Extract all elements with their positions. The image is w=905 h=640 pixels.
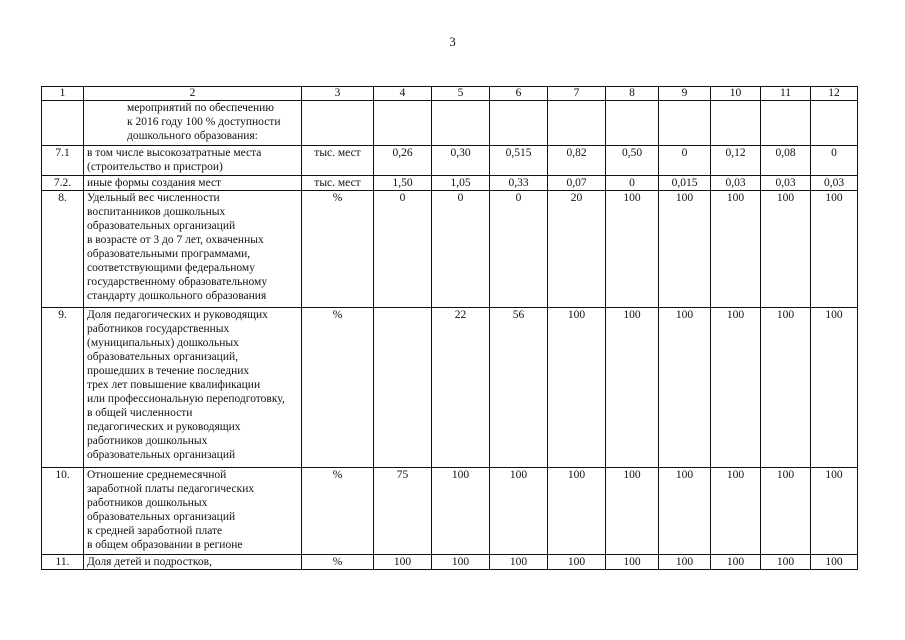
value-cell: 100 [811,191,858,308]
header-cell: 10 [711,87,761,101]
value-cell: 0 [374,191,432,308]
value-cell: 100 [432,468,490,555]
value-cell: 100 [811,468,858,555]
value-cell: 100 [606,555,659,570]
value-cell [811,101,858,146]
indicator-name-cell: Удельный вес численности воспитанников дошкольных образовательных организаций в возрасте от 3 до 7 лет, охваченных образовательными программами, соответствующими федеральному государственному образовательному стандарту дошкольного образования [84,191,302,308]
unit-cell: % [302,191,374,308]
value-cell [761,101,811,146]
value-cell: 0,515 [490,146,548,176]
value-cell: 0 [432,191,490,308]
unit-cell: тыс. мест [302,146,374,176]
value-cell: 0,03 [811,176,858,191]
value-cell: 0,33 [490,176,548,191]
value-cell: 22 [432,308,490,468]
header-cell: 1 [42,87,84,101]
page-number: 3 [449,34,456,49]
row-number-cell: 10. [42,468,84,555]
value-cell: 100 [659,191,711,308]
row-number-cell: 9. [42,308,84,468]
value-cell: 100 [811,555,858,570]
value-cell: 100 [761,191,811,308]
table-row [42,101,858,146]
value-cell: 100 [548,308,606,468]
value-cell [659,101,711,146]
value-cell: 0,07 [548,176,606,191]
row-number-cell: 7.2. [42,176,84,191]
table-row [42,146,858,176]
value-cell: 0 [659,146,711,176]
header-cell: 11 [761,87,811,101]
value-cell: 0,30 [432,146,490,176]
header-cell: 6 [490,87,548,101]
value-cell: 0,50 [606,146,659,176]
table-header-row [42,87,858,101]
table-row [42,308,858,468]
value-cell: 0,26 [374,146,432,176]
row-number-cell [42,101,84,146]
value-cell: 100 [761,555,811,570]
value-cell [606,101,659,146]
value-cell [711,101,761,146]
value-cell: 100 [490,468,548,555]
indicator-name-cell: Отношение среднемесячной заработной платы педагогических работников дошкольных образовательных организаций к средней заработной плате в общем образовании в регионе [84,468,302,555]
value-cell [548,101,606,146]
value-cell: 20 [548,191,606,308]
value-cell: 56 [490,308,548,468]
indicator-name-cell: иные формы создания мест [84,176,302,191]
indicator-name-cell: Доля детей и подростков, [84,555,302,570]
unit-cell: % [302,468,374,555]
header-cell: 2 [84,87,302,101]
value-cell: 100 [548,468,606,555]
value-cell: 0,12 [711,146,761,176]
table-row [42,555,858,570]
value-cell: 100 [659,308,711,468]
table-row [42,176,858,191]
table-row [42,468,858,555]
indicator-name-cell: Доля педагогических и руководящих работников государственных (муниципальных) дошкольных образовательных организаций, прошедших в течение последних трех лет повышение квалификации или профессиональную переподготовку, в общей численности педагогических и руководящих работников дошкольных образовательных организаций [84,308,302,468]
value-cell: 100 [606,468,659,555]
value-cell: 100 [606,191,659,308]
value-cell: 1,50 [374,176,432,191]
value-cell: 100 [761,468,811,555]
header-cell: 12 [811,87,858,101]
header-cell: 8 [606,87,659,101]
value-cell: 0,015 [659,176,711,191]
indicator-name-cell: мероприятий по обеспечению к 2016 году 100 % доступности дошкольного образования: [84,101,302,146]
value-cell [432,101,490,146]
value-cell: 100 [432,555,490,570]
value-cell: 100 [811,308,858,468]
value-cell: 100 [548,555,606,570]
indicators-table [41,86,858,570]
value-cell [374,308,432,468]
header-cell: 5 [432,87,490,101]
value-cell: 100 [490,555,548,570]
value-cell: 0,03 [711,176,761,191]
indicator-name-cell: в том числе высокозатратные места (строительство и пристрои) [84,146,302,176]
value-cell: 100 [711,555,761,570]
value-cell: 0 [606,176,659,191]
row-number-cell: 11. [42,555,84,570]
value-cell: 75 [374,468,432,555]
row-number-cell: 8. [42,191,84,308]
header-cell: 7 [548,87,606,101]
table-row [42,191,858,308]
unit-cell: тыс. мест [302,176,374,191]
value-cell: 0,08 [761,146,811,176]
value-cell: 100 [711,468,761,555]
value-cell: 100 [659,555,711,570]
unit-cell: % [302,555,374,570]
value-cell: 0 [490,191,548,308]
row-number-cell: 7.1 [42,146,84,176]
header-cell: 4 [374,87,432,101]
unit-cell: % [302,308,374,468]
value-cell: 100 [711,308,761,468]
value-cell: 1,05 [432,176,490,191]
value-cell [374,101,432,146]
value-cell: 100 [374,555,432,570]
value-cell: 0,82 [548,146,606,176]
value-cell: 100 [659,468,711,555]
value-cell [490,101,548,146]
value-cell: 0 [811,146,858,176]
value-cell: 0,03 [761,176,811,191]
header-cell: 9 [659,87,711,101]
value-cell: 100 [711,191,761,308]
unit-cell [302,101,374,146]
header-cell: 3 [302,87,374,101]
value-cell: 100 [761,308,811,468]
value-cell: 100 [606,308,659,468]
